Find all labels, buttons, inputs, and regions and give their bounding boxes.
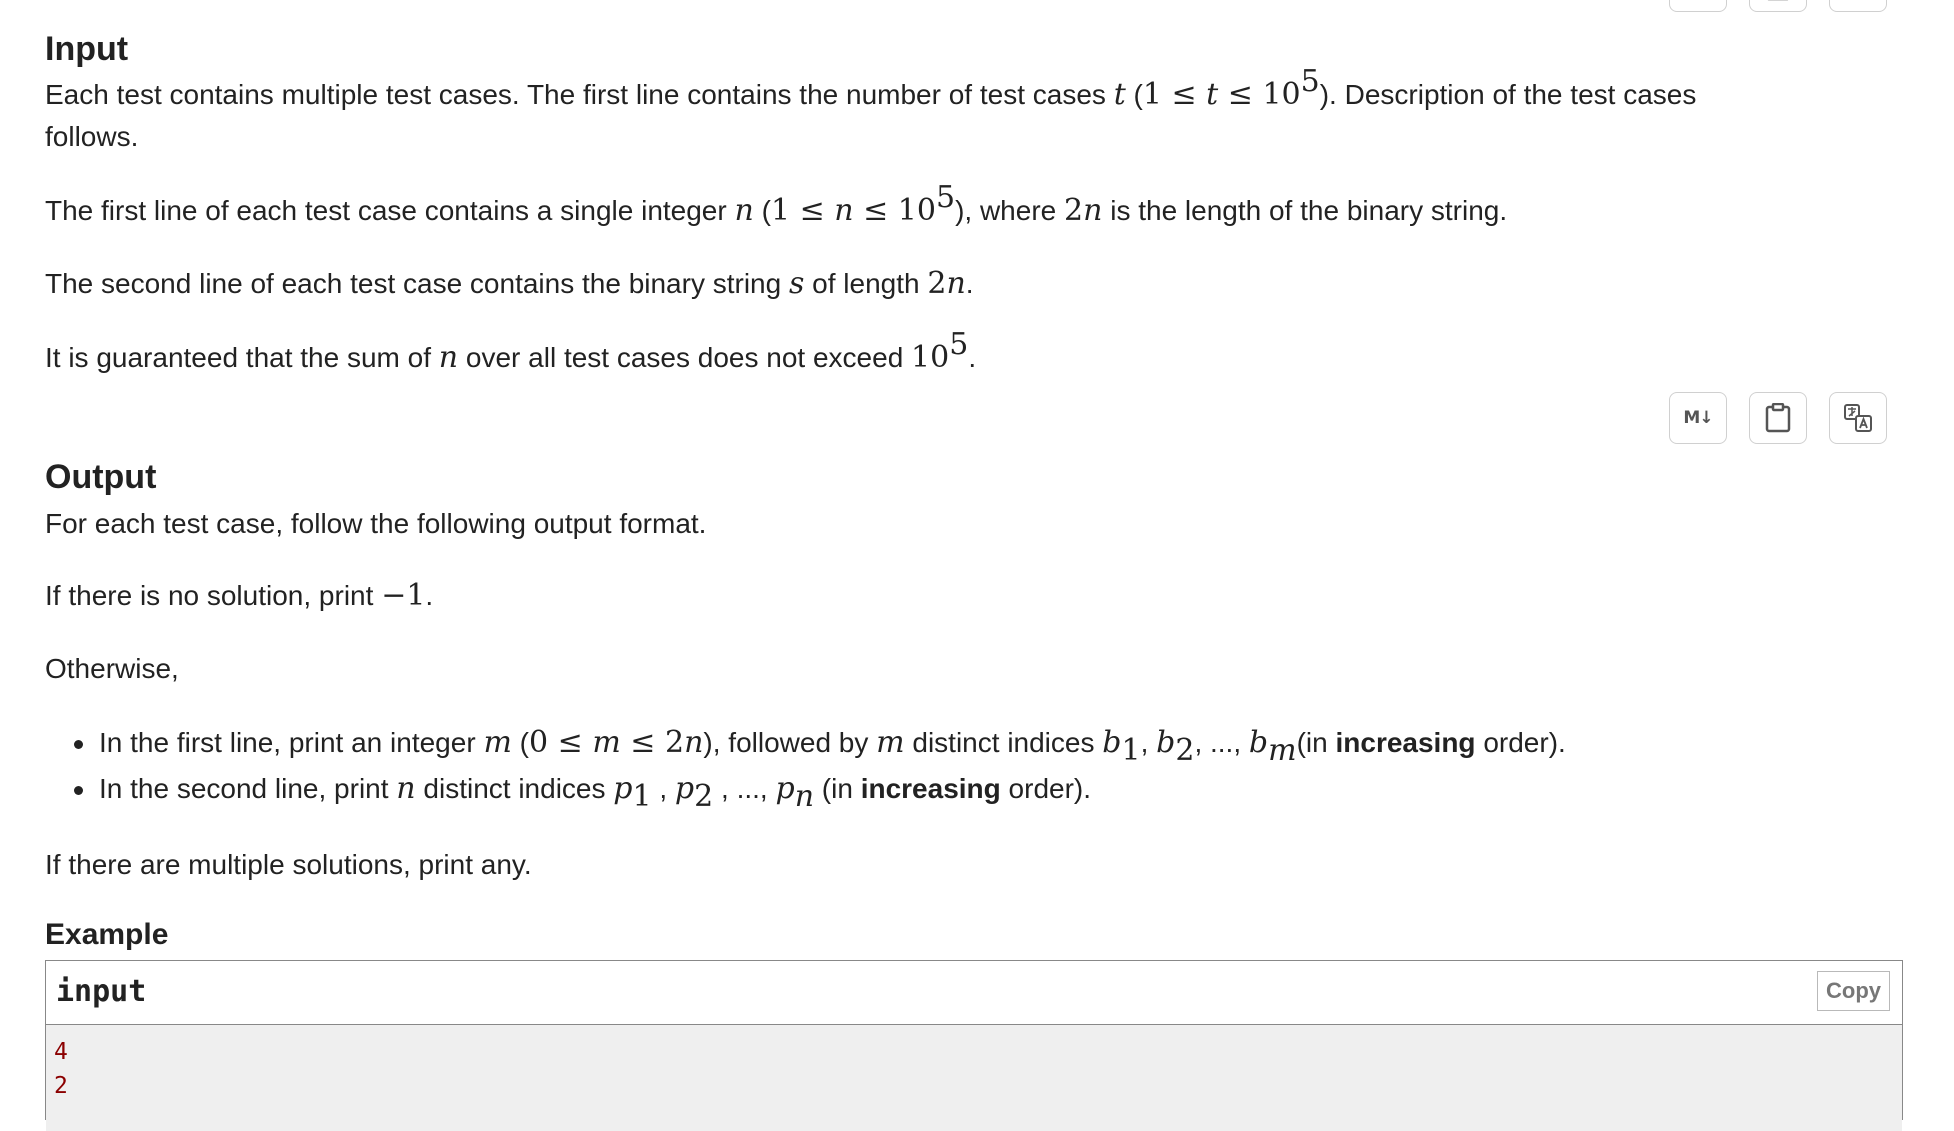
copy-clipboard-button[interactable] <box>1749 0 1807 12</box>
example-heading: Example <box>45 918 169 951</box>
copy-button[interactable]: Copy <box>1817 971 1890 1011</box>
output-paragraph-format: For each test case, follow the following output format. <box>45 508 707 539</box>
list-item: In the first line, print an integer m (0 ≤ m ≤ 2n), followed by m distinct indices $b_1$, $b_2$, ..., $b_m(in$ increasing order). <box>45 720 1566 766</box>
translate-icon <box>1843 403 1873 433</box>
clipboard-icon <box>1765 0 1791 1</box>
example-input-content[interactable] <box>46 1025 1902 1131</box>
input-paragraph-test-count: Each test contains multiple test cases. The first line contains the number of test cases t $(1 \le t \le 10^5)$. Description of the test cases follows. <box>45 64 1697 152</box>
list-item: In the second line, print n distinct indices $p_1$ , $p_2$ , ..., $p_n$ (in increasing order). <box>45 766 1566 812</box>
output-format-list <box>45 720 1566 812</box>
example-input-line: 2 <box>54 1073 68 1099</box>
copy-clipboard-button[interactable] <box>1749 392 1807 444</box>
clipboard-icon <box>1765 403 1791 433</box>
example-input-title: input <box>56 974 147 1009</box>
input-paragraph-binary-string: The second line of each test case contains the binary string s of length 2n. <box>45 266 974 301</box>
markdown-button[interactable] <box>1669 0 1727 12</box>
output-paragraph-no-solution: If there is no solution, print −1. <box>45 578 434 613</box>
output-section-toolbar <box>1669 392 1887 444</box>
example-input-header <box>46 961 1902 1025</box>
markdown-icon: M↓ <box>1683 408 1713 428</box>
input-section-toolbar <box>1669 0 1887 12</box>
input-paragraph-n-constraint: The first line of each test case contains a single integer n $(1 \le n \le 10^5)$, where 2n is the length of the binary string. <box>45 180 1508 228</box>
input-paragraph-sum-guarantee: It is guaranteed that the sum of n over all test cases does not exceed $10^5$. <box>45 327 977 375</box>
translate-icon <box>1843 0 1873 1</box>
output-paragraph-otherwise: Otherwise, <box>45 653 179 684</box>
output-heading: Output <box>45 458 157 496</box>
markdown-button[interactable] <box>1669 392 1727 444</box>
example-input-block <box>45 960 1903 1120</box>
input-heading: Input <box>45 30 129 68</box>
translate-button[interactable] <box>1829 392 1887 444</box>
translate-button[interactable] <box>1829 0 1887 12</box>
example-input-line: 4 <box>54 1039 68 1065</box>
output-paragraph-multiple-solutions: If there are multiple solutions, print any. <box>45 849 532 880</box>
